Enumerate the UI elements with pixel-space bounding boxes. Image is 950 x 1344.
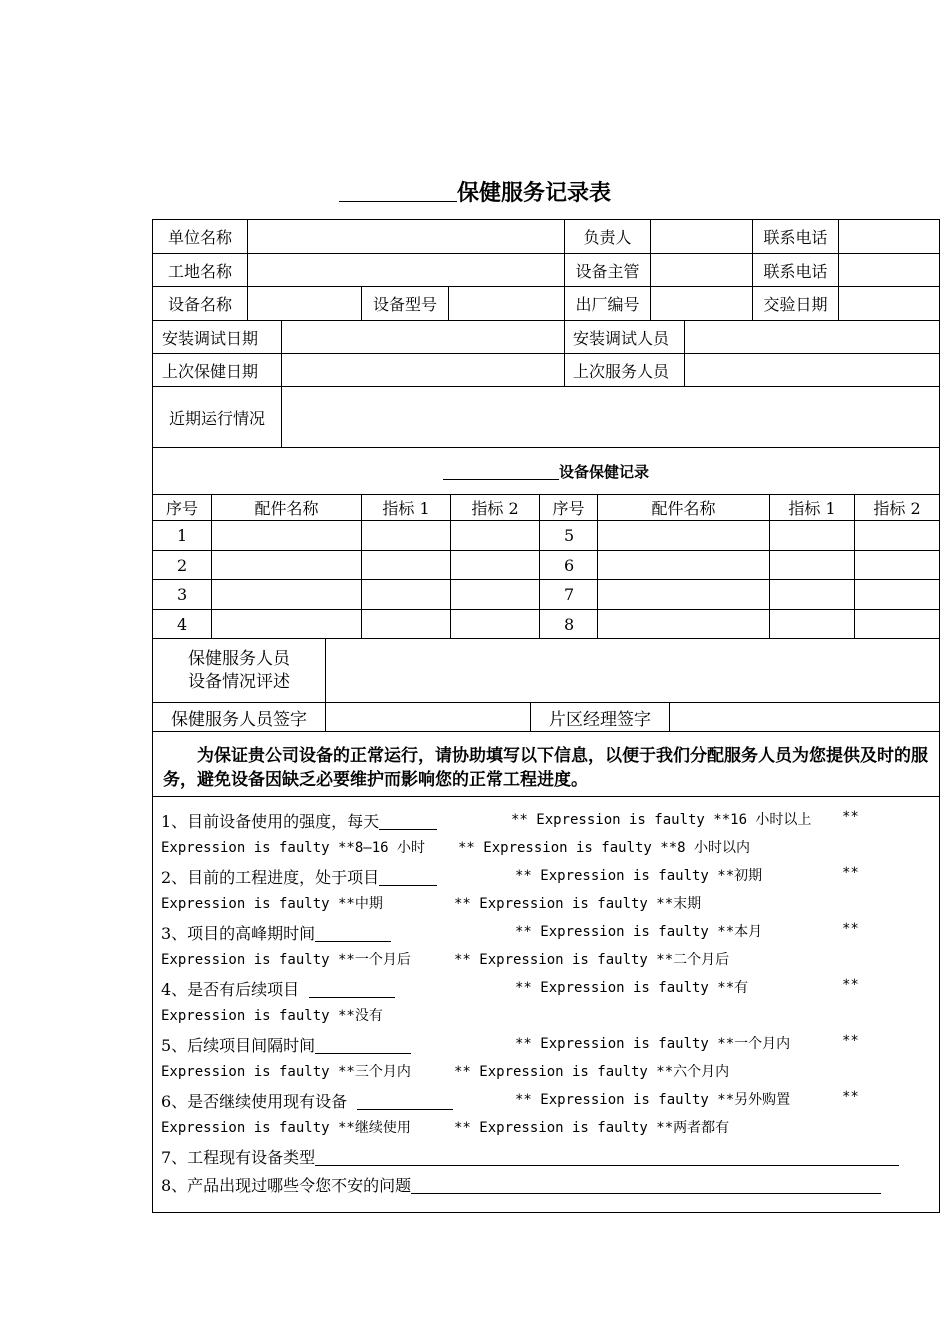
info-row-3 bbox=[153, 287, 939, 321]
question-5 bbox=[161, 1033, 929, 1061]
question-8-text: 8、产品出现过哪些令您不安的问题 bbox=[161, 1176, 412, 1195]
index2-field[interactable] bbox=[451, 521, 540, 550]
part-name-field[interactable] bbox=[598, 580, 770, 609]
question-6 bbox=[161, 1089, 929, 1117]
question-2-blank[interactable] bbox=[379, 867, 437, 886]
last-service-date-label: 上次保健日期 bbox=[153, 354, 282, 386]
seq-number: 4 bbox=[153, 610, 212, 638]
part-name-field[interactable] bbox=[212, 580, 362, 609]
install-date-label: 安装调试日期 bbox=[153, 321, 282, 353]
info-row-1 bbox=[153, 220, 939, 254]
question-3-option: Expression is faulty **一个月后 bbox=[161, 952, 411, 968]
seq-number: 7 bbox=[540, 580, 598, 609]
question-2-text: 2、目前的工程进度，处于项目 bbox=[161, 868, 380, 887]
question-5-option: ** bbox=[842, 1033, 859, 1049]
question-3-blank[interactable] bbox=[315, 923, 391, 942]
manager-signature-label: 片区经理签字 bbox=[531, 703, 670, 731]
last-service-date-field[interactable] bbox=[282, 354, 565, 386]
equipment-manager-label: 设备主管 bbox=[565, 254, 651, 286]
header-index1-right: 指标 1 bbox=[770, 495, 855, 520]
header-index2-right: 指标 2 bbox=[873, 499, 921, 518]
question-3-text: 3、项目的高峰期时间 bbox=[161, 924, 316, 943]
seq-number: 3 bbox=[153, 580, 212, 609]
unit-name-field[interactable] bbox=[248, 220, 565, 253]
record-header-row bbox=[153, 495, 939, 521]
question-5-option: ** Expression is faulty **一个月内 bbox=[515, 1036, 791, 1052]
notice-text: 为保证贵公司设备的正常运行，请协助填写以下信息，以便于我们分配服务人员为您提供及时的服务，避免设备因缺乏必要维护而影响您的正常工程进度。 bbox=[163, 746, 928, 790]
question-4-option: ** bbox=[842, 977, 859, 993]
last-service-staff-field[interactable] bbox=[685, 354, 939, 386]
question-2-options bbox=[161, 893, 929, 921]
title-blank[interactable] bbox=[339, 181, 457, 202]
part-name-field[interactable] bbox=[212, 521, 362, 550]
person-in-charge-label: 负责人 bbox=[565, 220, 651, 253]
index1-field[interactable] bbox=[770, 551, 855, 579]
header-part-name-left: 配件名称 bbox=[212, 495, 362, 520]
title-text: 保健服务记录表 bbox=[456, 180, 611, 206]
index1-field[interactable] bbox=[770, 610, 855, 638]
last-service-staff-label: 上次服务人员 bbox=[565, 354, 685, 386]
seq-number: 6 bbox=[540, 551, 598, 579]
phone-field-1[interactable] bbox=[839, 220, 939, 253]
question-3-option: ** bbox=[842, 921, 859, 937]
question-6-option: ** Expression is faulty **两者都有 bbox=[454, 1120, 730, 1136]
question-7 bbox=[161, 1145, 929, 1173]
question-6-option: ** Expression is faulty **另外购置 bbox=[515, 1092, 791, 1108]
form-title bbox=[0, 176, 950, 207]
index1-field[interactable] bbox=[362, 580, 451, 609]
index2-field[interactable] bbox=[855, 551, 939, 579]
question-1-option: ** Expression is faulty **16 小时以上 bbox=[511, 812, 812, 828]
acceptance-date-label: 交验日期 bbox=[753, 287, 839, 320]
question-4-blank[interactable] bbox=[309, 979, 395, 998]
install-staff-field[interactable] bbox=[685, 321, 939, 353]
evaluation-label bbox=[153, 639, 326, 702]
question-1-option: ** Expression is faulty **8 小时以内 bbox=[458, 840, 751, 856]
service-record-form bbox=[152, 219, 940, 1213]
record-subtitle bbox=[153, 448, 939, 494]
site-name-label: 工地名称 bbox=[153, 254, 248, 286]
question-4 bbox=[161, 977, 929, 1005]
header-seq-left: 序号 bbox=[153, 495, 212, 520]
record-row bbox=[153, 610, 939, 639]
survey-section bbox=[153, 797, 939, 1212]
part-name-field[interactable] bbox=[598, 610, 770, 638]
notice-row bbox=[153, 732, 939, 797]
question-2-option: Expression is faulty **中期 bbox=[161, 896, 383, 912]
question-8-blank[interactable] bbox=[411, 1175, 881, 1194]
evaluation-row bbox=[153, 639, 939, 703]
question-6-text: 6、是否继续使用现有设备 bbox=[161, 1092, 348, 1111]
evaluation-label-line2: 设备情况评述 bbox=[188, 671, 290, 692]
index1-field[interactable] bbox=[362, 551, 451, 579]
acceptance-date-field[interactable] bbox=[839, 287, 939, 320]
question-3-option: ** Expression is faulty **本月 bbox=[515, 924, 763, 940]
question-4-text: 4、是否有后续项目 bbox=[161, 980, 300, 999]
staff-signature-label: 保健服务人员签字 bbox=[153, 703, 326, 731]
phone-field-2[interactable] bbox=[839, 254, 939, 286]
index1-field[interactable] bbox=[770, 521, 855, 550]
record-row bbox=[153, 580, 939, 610]
question-1-text: 1、目前设备使用的强度，每天 bbox=[161, 812, 380, 831]
question-3-option: ** Expression is faulty **二个月后 bbox=[454, 952, 730, 968]
evaluation-label-line1: 保健服务人员 bbox=[188, 648, 290, 669]
record-row bbox=[153, 551, 939, 580]
question-6-option: ** bbox=[842, 1089, 859, 1105]
question-6-option: Expression is faulty **继续使用 bbox=[161, 1120, 411, 1136]
phone-label-1: 联系电话 bbox=[753, 220, 839, 253]
question-6-blank[interactable] bbox=[357, 1091, 453, 1110]
part-name-field[interactable] bbox=[598, 551, 770, 579]
index2-field[interactable] bbox=[855, 521, 939, 550]
question-2-option: ** bbox=[842, 865, 859, 881]
equipment-model-label: 设备型号 bbox=[362, 287, 449, 320]
index1-field[interactable] bbox=[362, 521, 451, 550]
index2-field[interactable] bbox=[451, 551, 540, 579]
question-5-option: Expression is faulty **三个月内 bbox=[161, 1064, 411, 1080]
index2-field[interactable] bbox=[855, 610, 939, 638]
recent-operation-label: 近期运行情况 bbox=[153, 387, 282, 447]
equipment-name-label: 设备名称 bbox=[153, 287, 248, 320]
install-date-field[interactable] bbox=[282, 321, 565, 353]
recent-operation-field[interactable] bbox=[282, 387, 939, 447]
info-row-4 bbox=[153, 321, 939, 354]
question-7-text: 7、工程现有设备类型 bbox=[161, 1148, 316, 1167]
question-2-option: ** Expression is faulty **初期 bbox=[515, 868, 763, 884]
record-subtitle-row bbox=[153, 448, 939, 495]
install-staff-label: 安装调试人员 bbox=[565, 321, 685, 353]
seq-number: 8 bbox=[540, 610, 598, 638]
seq-number: 1 bbox=[153, 521, 212, 550]
subtitle-blank[interactable] bbox=[443, 463, 559, 480]
phone-label-2: 联系电话 bbox=[753, 254, 839, 286]
index1-field[interactable] bbox=[362, 610, 451, 638]
question-5-options bbox=[161, 1061, 929, 1089]
info-row-2 bbox=[153, 254, 939, 287]
index2-field[interactable] bbox=[855, 580, 939, 609]
question-5-text: 5、后续项目间隔时间 bbox=[161, 1036, 316, 1055]
person-in-charge-field[interactable] bbox=[651, 220, 753, 253]
question-8 bbox=[161, 1173, 929, 1201]
index2-field[interactable] bbox=[451, 610, 540, 638]
equipment-name-field[interactable] bbox=[248, 287, 362, 320]
question-7-blank[interactable] bbox=[315, 1147, 899, 1166]
factory-number-field[interactable] bbox=[651, 287, 753, 320]
question-1-option: Expression is faulty **8—16 小时 bbox=[161, 840, 426, 856]
question-1-option: ** bbox=[842, 809, 859, 825]
question-3-options bbox=[161, 949, 929, 977]
header-index1-left: 指标 1 bbox=[362, 495, 451, 520]
part-name-field[interactable] bbox=[212, 551, 362, 579]
question-1 bbox=[161, 809, 929, 837]
header-seq-right: 序号 bbox=[540, 495, 598, 520]
question-1-options bbox=[161, 837, 929, 865]
question-4-option: ** Expression is faulty **有 bbox=[515, 980, 749, 996]
part-name-field[interactable] bbox=[598, 521, 770, 550]
question-4-option: Expression is faulty **没有 bbox=[161, 1008, 383, 1024]
question-4-options bbox=[161, 1005, 929, 1033]
question-2-option: ** Expression is faulty **末期 bbox=[454, 896, 702, 912]
staff-signature-field[interactable] bbox=[326, 703, 531, 731]
factory-number-label: 出厂编号 bbox=[565, 287, 651, 320]
header-index2-left: 指标 2 bbox=[451, 495, 540, 520]
record-subtitle-text: 设备保健记录 bbox=[558, 462, 649, 481]
question-6-options bbox=[161, 1117, 929, 1145]
question-5-option: ** Expression is faulty **六个月内 bbox=[454, 1064, 730, 1080]
signature-row bbox=[153, 703, 939, 732]
part-name-field[interactable] bbox=[212, 610, 362, 638]
header-part-name-right: 配件名称 bbox=[598, 495, 770, 520]
record-row bbox=[153, 521, 939, 551]
unit-name-label: 单位名称 bbox=[153, 220, 248, 253]
site-name-field[interactable] bbox=[248, 254, 565, 286]
evaluation-field[interactable] bbox=[326, 639, 939, 702]
question-5-blank[interactable] bbox=[315, 1035, 411, 1054]
info-row-6 bbox=[153, 387, 939, 448]
survey-body bbox=[153, 797, 939, 1201]
index1-field[interactable] bbox=[770, 580, 855, 609]
index2-field[interactable] bbox=[451, 580, 540, 609]
seq-number: 2 bbox=[153, 551, 212, 579]
seq-number: 5 bbox=[540, 521, 598, 550]
equipment-manager-field[interactable] bbox=[651, 254, 753, 286]
equipment-model-field[interactable] bbox=[449, 287, 565, 320]
question-1-blank[interactable] bbox=[379, 811, 437, 830]
question-3 bbox=[161, 921, 929, 949]
info-row-5 bbox=[153, 354, 939, 387]
manager-signature-field[interactable] bbox=[670, 703, 939, 731]
question-2 bbox=[161, 865, 929, 893]
